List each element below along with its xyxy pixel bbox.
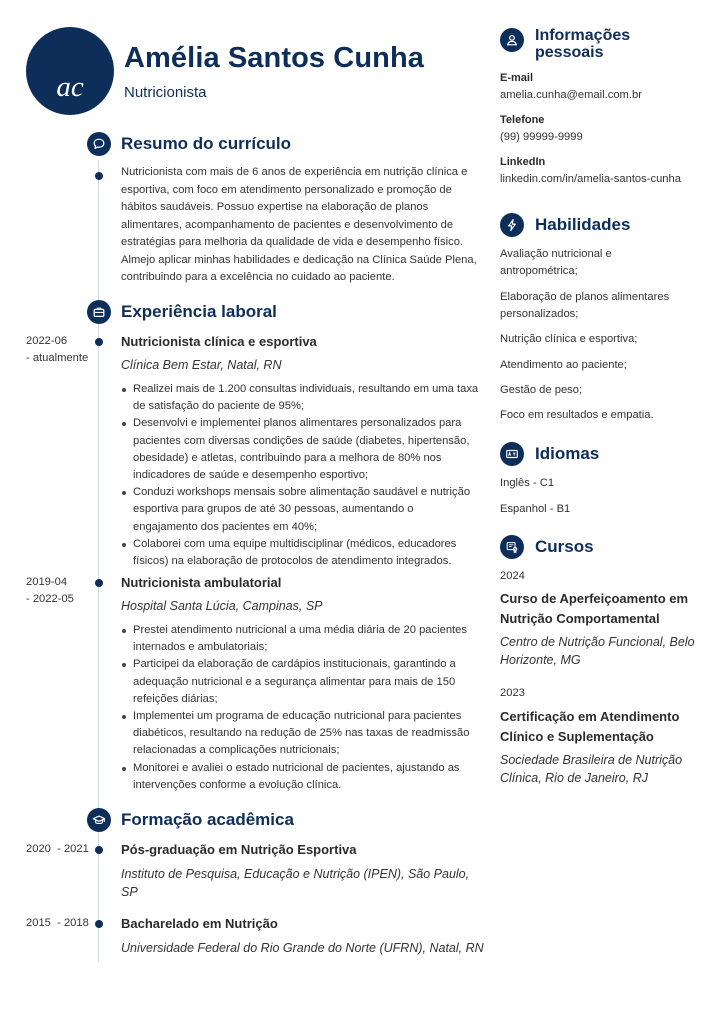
job-bullets — [121, 381, 481, 570]
candidate-role: Nutricionista — [124, 84, 207, 101]
course-year: 2024 — [500, 570, 525, 582]
skill-item: Gestão de peso; — [500, 384, 583, 396]
monogram-avatar — [26, 27, 114, 115]
course-title: Curso de Aperfeiçoamento em Nutrição Comportamental — [500, 591, 689, 626]
skill-item: Avaliação nutricional e antropométrica; — [500, 248, 612, 277]
education-title: Bacharelado em Nutrição — [121, 916, 278, 931]
job-bullet: Desenvolvi e implementei planos alimentares personalizados para pacientes com diversas condições de saúde (diabetes, hipertensão, obesidade) e atletas, contribuindo para a melhora de 80% nos indicadores de saúde e desempenho esportivo; — [121, 415, 481, 484]
job-date-end: - 2022-05 — [26, 593, 74, 605]
phone-value: (99) 99999-9999 — [500, 131, 583, 143]
certificate-icon — [500, 535, 524, 559]
course-institution: Centro de Nutrição Funcional, Belo Horizonte, MG — [500, 635, 695, 667]
chat-bubble-icon — [87, 132, 111, 156]
personal-section-title: Informações pessoais — [535, 27, 631, 61]
job-company: Hospital Santa Lúcia, Campinas, SP — [121, 599, 323, 613]
languages-section-title: Idiomas — [535, 444, 600, 463]
education-title: Pós-graduação em Nutrição Esportiva — [121, 842, 357, 857]
education-date: 2020 - 2021 — [26, 843, 89, 855]
skill-item: Atendimento ao paciente; — [500, 359, 627, 371]
job-bullet: Monitorei e avaliei o estado nutricional de pacientes, ajustando as intervenções conforme a evolução clínica. — [121, 760, 481, 794]
skill-item: Elaboração de planos alimentares personalizados; — [500, 291, 670, 320]
education-school: Universidade Federal do Rio Grande do Norte (UFRN), Natal, RN — [121, 941, 484, 955]
language-icon — [500, 442, 524, 466]
course-year: 2023 — [500, 687, 525, 699]
briefcase-icon — [87, 300, 111, 324]
job-bullet: Prestei atendimento nutricional a uma média diária de 20 pacientes internados e ambulatoriais; — [121, 622, 481, 656]
job-title: Nutricionista ambulatorial — [121, 575, 282, 590]
education-section-title: Formação acadêmica — [121, 810, 294, 829]
graduation-cap-icon — [87, 808, 111, 832]
courses-section-title: Cursos — [535, 537, 594, 556]
job-bullet: Conduzi workshops mensais sobre alimentação saudável e nutrição esportiva para grupos de até 30 pessoas, aumentando o engajamento dos pacientes em 40%; — [121, 484, 481, 536]
lightning-bolt-icon — [500, 213, 524, 237]
personal-field-label: Telefone — [500, 114, 545, 126]
timeline-dot — [95, 579, 103, 587]
job-bullet: Colaborei com uma equipe multidisciplinar (médicos, educadores físicos) na elaboração de protocolos de atendimento integrados. — [121, 536, 481, 570]
personal-field-label: LinkedIn — [500, 156, 546, 168]
job-date-end: - atualmente — [26, 352, 89, 364]
timeline-dot — [95, 338, 103, 346]
education-date: 2015 - 2018 — [26, 917, 89, 929]
skill-item: Nutrição clínica e esportiva; — [500, 333, 638, 345]
education-school: Instituto de Pesquisa, Educação e Nutrição (IPEN), São Paulo, SP — [121, 867, 470, 899]
timeline-dot — [95, 172, 103, 180]
skill-item: Foco em resultados e empatia. — [500, 409, 654, 421]
job-bullets — [121, 622, 481, 794]
course-institution: Sociedade Brasileira de Nutrição Clínica, Rio de Janeiro, RJ — [500, 753, 683, 785]
summary-section-title: Resumo do currículo — [121, 134, 292, 153]
email-value: amelia.cunha@email.com.br — [500, 89, 642, 101]
monogram-initials: ac — [56, 71, 84, 103]
candidate-name: Amélia Santos Cunha — [124, 42, 425, 74]
timeline-dot — [95, 846, 103, 854]
timeline-dot — [95, 920, 103, 928]
job-date-start: 2022-06 — [26, 335, 68, 347]
experience-section-title: Experiência laboral — [121, 302, 277, 321]
course-title: Certificação em Atendimento Clínico e Suplementação — [500, 709, 680, 744]
job-title: Nutricionista clínica e esportiva — [121, 334, 317, 349]
job-bullet: Implementei um programa de educação nutricional para pacientes diabéticos, resultando na redução de 25% nas taxas de readmissão relacionadas a complicações nutricionais; — [121, 708, 481, 760]
language-item: Inglês - C1 — [500, 477, 555, 489]
linkedin-value: linkedin.com/in/amelia-santos-cunha — [500, 173, 681, 185]
job-date-start: 2019-04 — [26, 576, 68, 588]
job-bullet: Participei da elaboração de cardápios institucionais, garantindo a adequação nutricional e a segurança alimentar para mais de 150 refeições diárias; — [121, 656, 481, 708]
personal-field-label: E-mail — [500, 72, 534, 84]
job-bullet: Realizei mais de 1.200 consultas individuais, resultando em uma taxa de satisfação do paciente de 95%; — [121, 381, 481, 415]
summary-text: Nutricionista com mais de 6 anos de experiência em nutrição clínica e esportiva, com foco em atendimento personalizado e promoção de hábitos saudáveis. Possuo expertise na elaboração de planos alimentares, acompanhamento de pacientes e desenvolvimento de estratégias para melhoria da qualidade de vida e desempenho físico. Almejo aplicar minhas habilidades e dedicação na Clínica Saúde Plena, contribuindo para a excelência no cuidado ao paciente. — [121, 166, 477, 283]
timeline-line — [98, 160, 99, 962]
language-item: Espanhol - B1 — [500, 503, 571, 515]
skills-section-title: Habilidades — [535, 215, 631, 234]
user-icon — [500, 28, 524, 52]
job-company: Clínica Bem Estar, Natal, RN — [121, 358, 282, 372]
